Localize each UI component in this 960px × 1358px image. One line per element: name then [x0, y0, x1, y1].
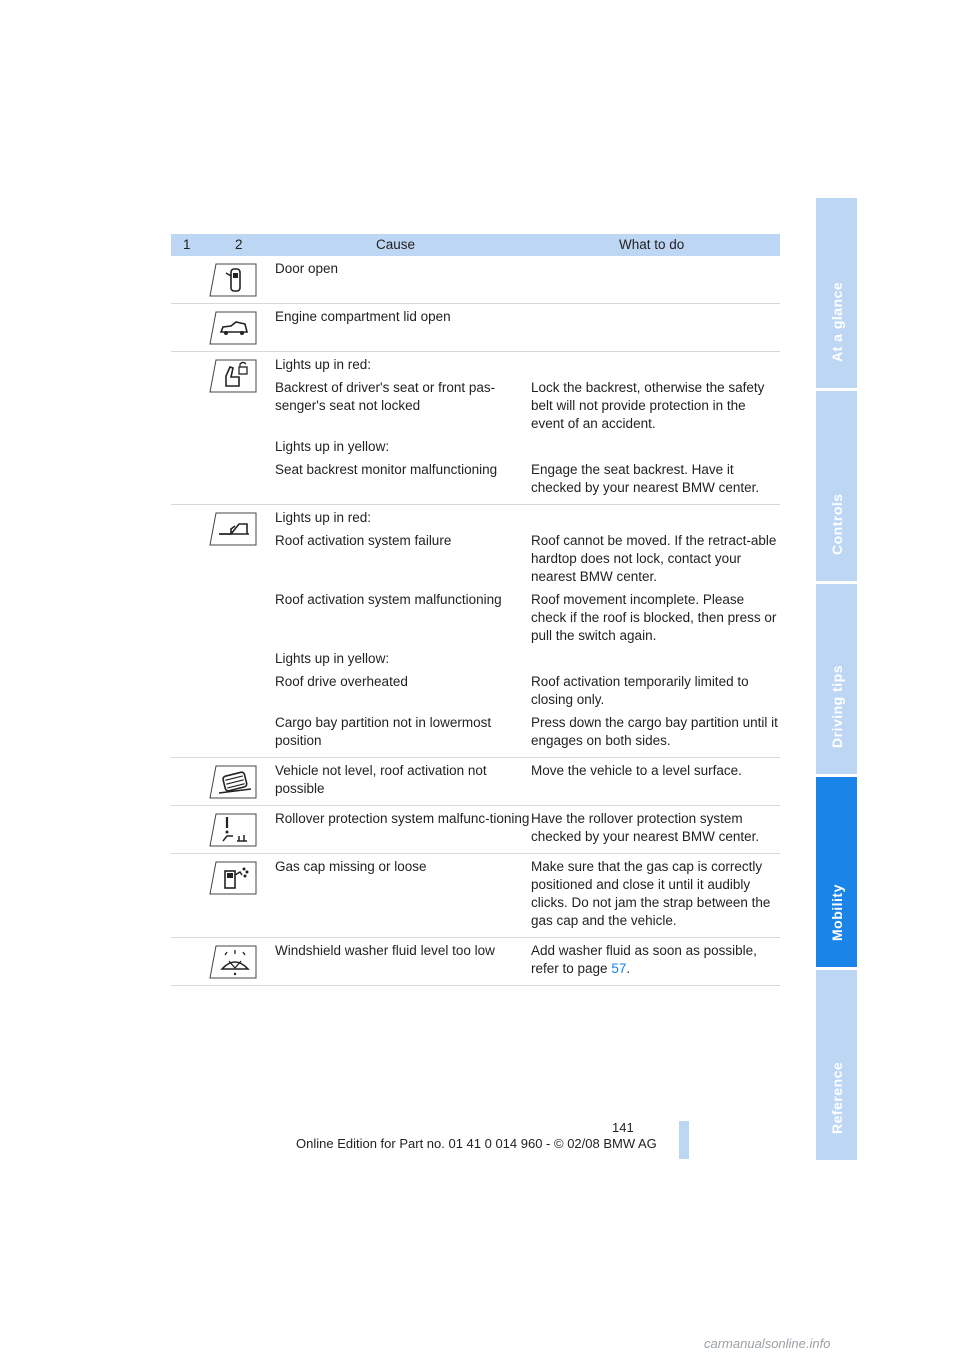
todo-text — [531, 308, 779, 326]
table-row — [171, 304, 780, 352]
list-item — [275, 438, 780, 456]
cause-text: Lights up in yellow: — [275, 439, 390, 454]
cause-text: Lights up in red: — [275, 510, 372, 525]
cause-text: Windshield washer fluid level too low — [275, 943, 495, 958]
side-tab-driving-tips[interactable] — [816, 584, 857, 774]
cause-text: Lights up in red: — [275, 357, 372, 372]
page-number: 141 — [612, 1120, 634, 1135]
todo-text: Press down the cargo bay partition until it engages on both sides. — [531, 715, 778, 748]
side-tab-label: Controls — [828, 493, 845, 555]
todo-text: Move the vehicle to a level surface. — [531, 763, 742, 778]
todo-text: Roof cannot be moved. If the retract-able hardtop does not lock, contact your nearest BMW center. — [531, 533, 777, 584]
todo-text — [531, 650, 779, 668]
table-row — [171, 806, 780, 854]
todo-text: Roof movement incomplete. Please check if the roof is blocked, then press or pull the switch again. — [531, 592, 777, 643]
header-col-2: 2 — [235, 237, 243, 252]
list-item — [275, 858, 780, 930]
list-item — [275, 509, 780, 527]
list-item — [275, 942, 780, 978]
cause-text: Roof activation system failure — [275, 533, 452, 548]
side-tab-label: Reference — [828, 1061, 845, 1134]
gas-cap-icon — [209, 861, 257, 895]
cause-text: Gas cap missing or loose — [275, 859, 427, 874]
header-what-to-do: What to do — [619, 237, 685, 252]
side-tab-at-a-glance[interactable] — [816, 198, 857, 388]
roof-activation-icon — [209, 512, 257, 546]
cause-text: Roof activation system malfunctioning — [275, 592, 502, 607]
list-item — [275, 591, 780, 645]
header-col-1: 1 — [183, 237, 191, 252]
todo-text — [531, 438, 779, 456]
todo-text-end: . — [626, 961, 631, 976]
side-tabs — [816, 198, 857, 1163]
footer-accent-bar — [679, 1121, 689, 1159]
header-cause: Cause — [376, 237, 416, 252]
todo-text — [531, 942, 779, 978]
list-item — [275, 260, 780, 278]
side-tab-label: Driving tips — [828, 664, 845, 748]
table-row — [171, 854, 780, 938]
engine-lid-open-icon — [209, 311, 257, 345]
indicator-table — [171, 234, 780, 986]
todo-text: Have the rollover protection system checked by your nearest BMW center. — [531, 811, 760, 844]
todo-text: Make sure that the gas cap is correctly positioned and close it until it audibly clicks. Do not jam the strap between the gas cap and the vehicle. — [531, 859, 771, 928]
table-row — [171, 758, 780, 806]
list-item — [275, 379, 780, 433]
cause-text: Roof drive overheated — [275, 674, 408, 689]
list-item — [275, 810, 780, 846]
vehicle-not-level-icon — [209, 765, 257, 799]
todo-text — [531, 356, 779, 374]
table-row — [171, 256, 780, 304]
cause-text: Rollover protection system malfunc-tioning — [275, 811, 530, 826]
todo-text: Roof activation temporarily limited to closing only. — [531, 674, 749, 707]
side-tab-controls[interactable] — [816, 391, 857, 581]
todo-text — [531, 509, 779, 527]
door-open-icon — [209, 263, 257, 297]
cause-text: Backrest of driver's seat or front pas-senger's seat not locked — [275, 380, 496, 413]
page-reference-link[interactable]: 57 — [611, 961, 627, 976]
list-item — [275, 762, 780, 798]
side-tab-label: Mobility — [828, 884, 845, 941]
list-item — [275, 650, 780, 668]
table-row — [171, 505, 780, 758]
side-tab-reference[interactable] — [816, 970, 857, 1160]
side-tab-mobility[interactable] — [816, 777, 857, 967]
cause-text: Door open — [275, 261, 339, 276]
table-header — [171, 234, 780, 256]
todo-text-part: Add washer fluid as soon as possible, refer to page — [531, 943, 757, 976]
table-row — [171, 938, 780, 986]
edition-footer: Online Edition for Part no. 01 41 0 014 960 - © 02/08 BMW AG — [296, 1136, 657, 1151]
cause-text: Lights up in yellow: — [275, 651, 390, 666]
list-item — [275, 356, 780, 374]
todo-text — [531, 260, 779, 278]
list-item — [275, 308, 780, 326]
seat-backrest-lock-icon — [209, 359, 257, 393]
washer-fluid-icon — [209, 945, 257, 979]
side-tab-label: At a glance — [828, 281, 845, 362]
todo-text: Engage the seat backrest. Have it checked by your nearest BMW center. — [531, 462, 760, 495]
cause-text: Engine compartment lid open — [275, 309, 451, 324]
rollover-protection-icon — [209, 813, 257, 847]
list-item — [275, 461, 780, 497]
watermark: carmanualsonline.info — [704, 1336, 831, 1351]
cause-text: Vehicle not level, roof activation not possible — [275, 763, 487, 796]
table-row — [171, 352, 780, 505]
todo-text: Lock the backrest, otherwise the safety belt will not provide protection in the event of an accident. — [531, 380, 765, 431]
list-item — [275, 714, 780, 750]
cause-text: Seat backrest monitor malfunctioning — [275, 462, 498, 477]
cause-text: Cargo bay partition not in lowermost position — [275, 715, 492, 748]
list-item — [275, 673, 780, 709]
list-item — [275, 532, 780, 586]
